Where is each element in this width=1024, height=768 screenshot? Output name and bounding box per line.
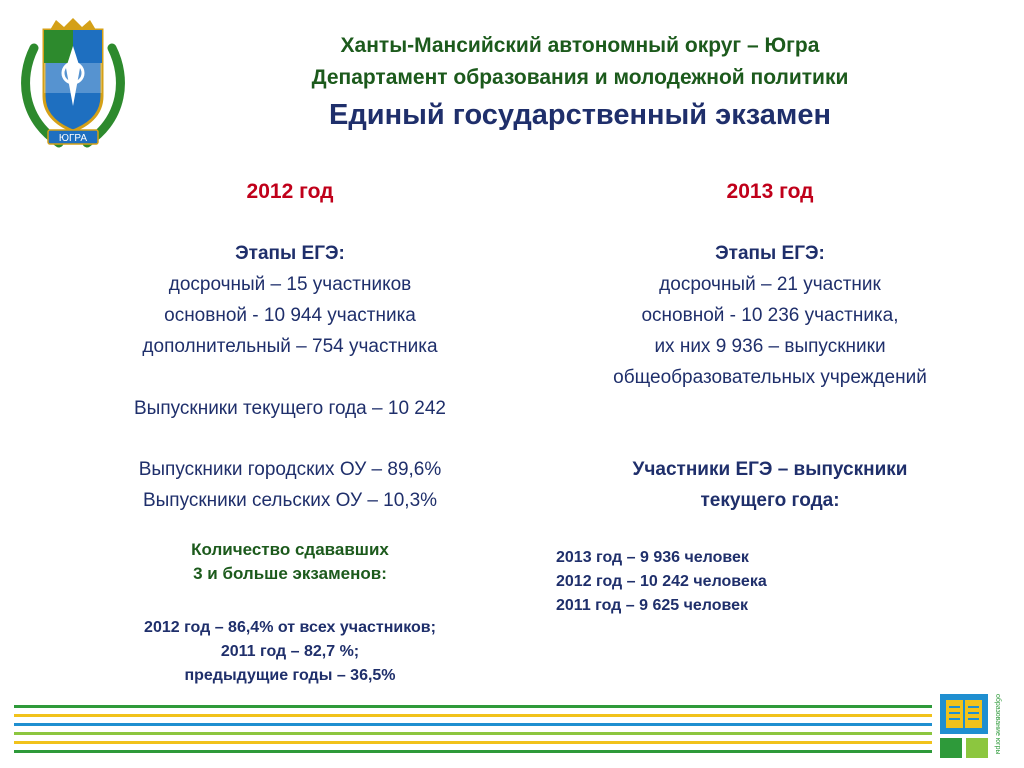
left-urban: Выпускники городских ОУ – 89,6% bbox=[138, 459, 442, 480]
left-graduates: Выпускники текущего года – 10 242 bbox=[133, 398, 446, 419]
left-stage-early: досрочный – 15 участников bbox=[168, 274, 412, 295]
participants-item: 2012 год – 10 242 человека bbox=[556, 573, 767, 590]
left-stage-additional: дополнительный – 754 участника bbox=[142, 336, 438, 357]
exams-title-line-1: Количество сдававших bbox=[191, 540, 389, 559]
participants-item: 2013 год – 9 936 человек bbox=[556, 549, 749, 566]
left-urban-rural bbox=[60, 454, 520, 516]
logo-caption: образование югры bbox=[994, 694, 1001, 755]
book-logo-icon bbox=[938, 692, 1018, 762]
exams-title-line-2: 3 и больше экзаменов: bbox=[193, 564, 387, 583]
footer-line-light-green bbox=[14, 732, 932, 735]
right-stage-main: основной - 10 236 участника, bbox=[641, 305, 899, 326]
participants-item: 2011 год – 9 625 человек bbox=[556, 597, 749, 614]
exams-item: 2011 год – 82,7 %; bbox=[220, 643, 360, 660]
page-title: Единый государственный экзамен bbox=[329, 99, 831, 131]
footer-line-yellow bbox=[14, 714, 932, 717]
right-stages-title: Этапы ЕГЭ: bbox=[715, 243, 825, 264]
emblem-ribbon-text: ЮГРА bbox=[58, 133, 88, 144]
right-stages-block bbox=[540, 238, 1000, 393]
exams-list bbox=[60, 616, 520, 688]
participants-title bbox=[540, 454, 1000, 516]
exams-item: 2012 год – 86,4% от всех участников; bbox=[144, 619, 436, 636]
footer-line-yellow-2 bbox=[14, 741, 932, 744]
coat-of-arms-icon bbox=[14, 18, 132, 154]
left-stage-main: основной - 10 944 участника bbox=[164, 305, 416, 326]
participants-list bbox=[556, 546, 976, 618]
footer-line-green-2 bbox=[14, 750, 932, 753]
left-stages-block bbox=[60, 238, 520, 362]
participants-title-line-1: Участники ЕГЭ – выпускники bbox=[632, 459, 908, 480]
exams-title bbox=[80, 538, 500, 586]
department-title: Департамент образования и молодежной политики bbox=[311, 66, 849, 89]
right-stage-institutions: общеобразовательных учреждений bbox=[613, 367, 927, 388]
left-stages-title: Этапы ЕГЭ: bbox=[235, 243, 345, 264]
footer-line-green bbox=[14, 705, 932, 708]
exams-item: предыдущие годы – 36,5% bbox=[184, 667, 396, 684]
right-year-heading: 2013 год bbox=[726, 180, 814, 203]
footer-line-blue bbox=[14, 723, 932, 726]
left-rural: Выпускники сельских ОУ – 10,3% bbox=[142, 490, 438, 511]
right-stage-graduates: их них 9 936 – выпускники bbox=[654, 336, 886, 357]
region-title: Ханты-Мансийский автономный округ – Югра bbox=[340, 34, 820, 57]
participants-title-line-2: текущего года: bbox=[700, 490, 840, 511]
left-year-heading: 2012 год bbox=[246, 180, 334, 203]
right-stage-early: досрочный – 21 участник bbox=[659, 274, 881, 295]
